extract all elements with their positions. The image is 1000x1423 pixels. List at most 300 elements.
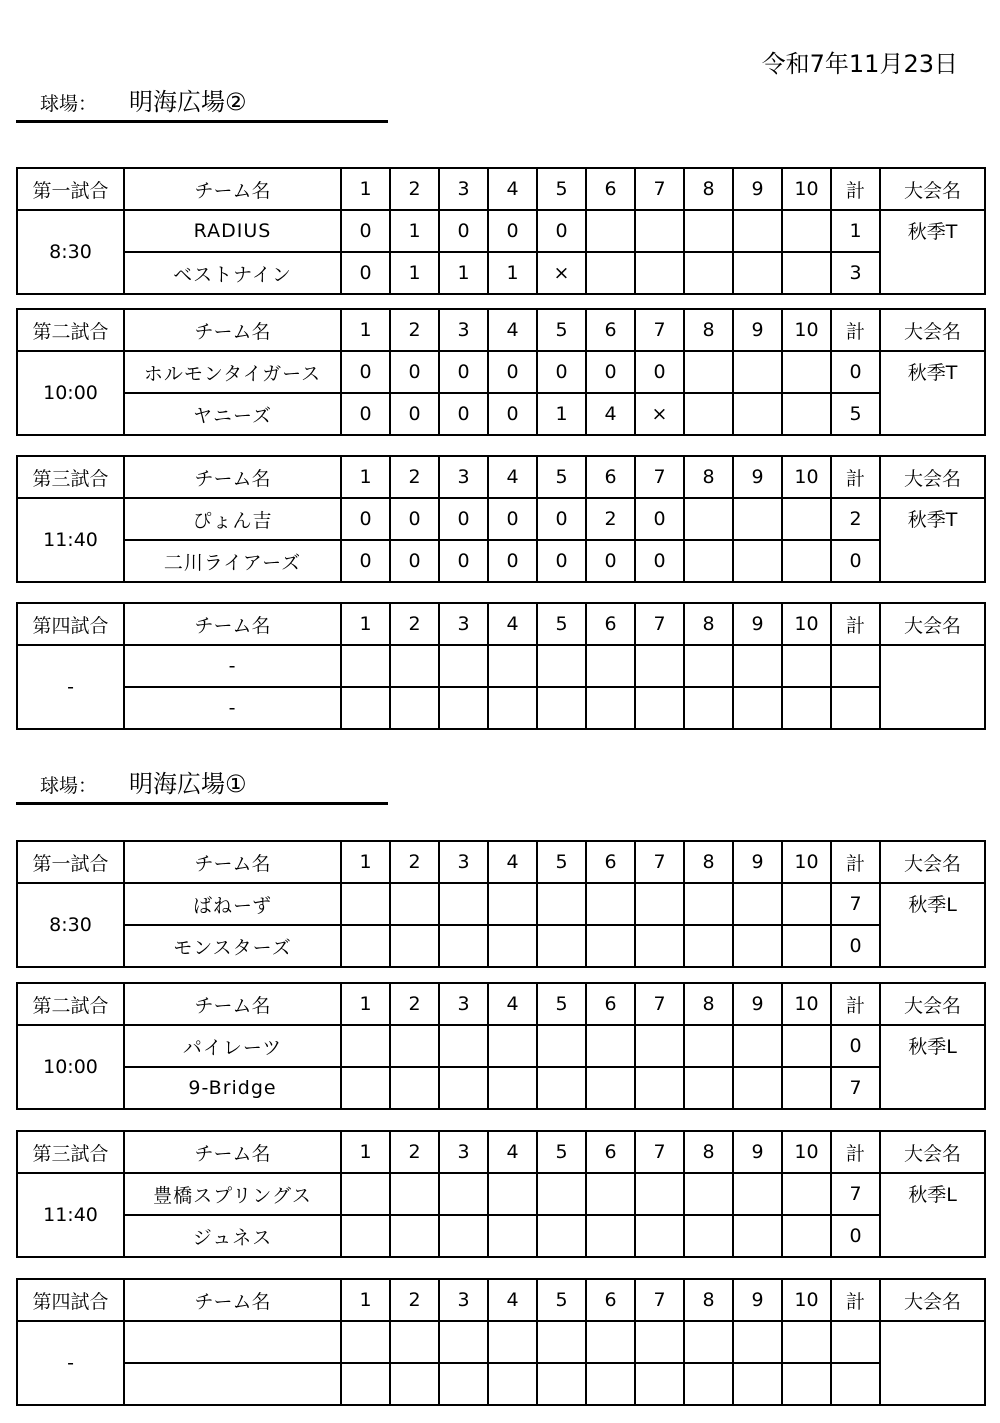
team-name-header: チーム名: [124, 841, 341, 883]
team-name: モンスターズ: [124, 925, 341, 967]
total-score: 7: [831, 1067, 880, 1109]
inning-score: [733, 252, 782, 294]
total-score: 7: [831, 883, 880, 925]
inning-score: [684, 1363, 733, 1405]
inning-score: 0: [439, 393, 488, 435]
inning-score: [439, 925, 488, 967]
inning-header: 4: [488, 983, 537, 1025]
team-row: [17, 645, 985, 687]
inning-score: [733, 540, 782, 582]
inning-header: 8: [684, 1131, 733, 1173]
total-score: 0: [831, 925, 880, 967]
total-header: 計: [831, 603, 880, 645]
inning-score: 0: [537, 351, 586, 393]
inning-score: [488, 687, 537, 729]
inning-header: 6: [586, 309, 635, 351]
game-table: [16, 167, 986, 295]
team-name-header: チーム名: [124, 1131, 341, 1173]
inning-score: [782, 925, 831, 967]
inning-score: [439, 1363, 488, 1405]
inning-score: 0: [635, 351, 684, 393]
inning-score: [684, 925, 733, 967]
inning-score: [537, 1173, 586, 1215]
inning-header: 5: [537, 309, 586, 351]
inning-score: [684, 883, 733, 925]
team-name: RADIUS: [124, 210, 341, 252]
inning-score: [537, 1363, 586, 1405]
inning-score: [782, 393, 831, 435]
inning-score: [782, 1215, 831, 1257]
game-table: [16, 1278, 986, 1406]
inning-header: 4: [488, 168, 537, 210]
team-row: [17, 210, 985, 252]
inning-score: [733, 925, 782, 967]
game-label: 第二試合: [17, 983, 124, 1025]
header-row: [17, 603, 985, 645]
tournament-header: 大会名: [880, 1131, 985, 1173]
inning-score: [341, 1025, 390, 1067]
inning-score: [341, 687, 390, 729]
inning-score: [341, 1067, 390, 1109]
inning-header: 2: [390, 1131, 439, 1173]
team-row: [17, 1321, 985, 1363]
inning-header: 7: [635, 1131, 684, 1173]
game-label: 第三試合: [17, 456, 124, 498]
team-row: [17, 498, 985, 540]
inning-score: [782, 252, 831, 294]
tournament-name: [880, 1321, 985, 1405]
inning-score: [635, 1363, 684, 1405]
game-label: 第一試合: [17, 168, 124, 210]
inning-score: [586, 1321, 635, 1363]
team-row: [17, 1363, 985, 1405]
inning-header: 7: [635, 168, 684, 210]
inning-score: 0: [439, 210, 488, 252]
team-row: [17, 1173, 985, 1215]
tournament-header: 大会名: [880, 309, 985, 351]
inning-score: [684, 1173, 733, 1215]
total-header: 計: [831, 309, 880, 351]
inning-score: [733, 351, 782, 393]
field-header: [16, 83, 388, 123]
inning-header: 5: [537, 983, 586, 1025]
inning-score: [635, 1215, 684, 1257]
total-score: 0: [831, 540, 880, 582]
field-label: 球場：: [40, 93, 98, 115]
inning-header: 5: [537, 456, 586, 498]
team-row: [17, 883, 985, 925]
inning-score: 0: [390, 351, 439, 393]
team-row: [17, 925, 985, 967]
inning-score: [439, 687, 488, 729]
inning-score: [782, 883, 831, 925]
inning-score: [733, 393, 782, 435]
inning-header: 3: [439, 603, 488, 645]
inning-score: [782, 210, 831, 252]
inning-score: [635, 883, 684, 925]
inning-score: 4: [586, 393, 635, 435]
inning-score: [635, 1067, 684, 1109]
inning-score: [684, 540, 733, 582]
tournament-name: 秋季T: [880, 351, 985, 435]
inning-score: [684, 351, 733, 393]
inning-score: [341, 1173, 390, 1215]
inning-score: [733, 210, 782, 252]
inning-score: [488, 1173, 537, 1215]
inning-score: [488, 1363, 537, 1405]
game-table: [16, 982, 986, 1110]
inning-score: [586, 1215, 635, 1257]
tournament-header: 大会名: [880, 456, 985, 498]
game-time: -: [17, 645, 124, 729]
inning-header: 5: [537, 1279, 586, 1321]
inning-score: [684, 1025, 733, 1067]
inning-header: 1: [341, 1279, 390, 1321]
total-header: 計: [831, 1279, 880, 1321]
inning-header: 8: [684, 603, 733, 645]
game-time: 10:00: [17, 351, 124, 435]
inning-score: [684, 1321, 733, 1363]
inning-score: [488, 1321, 537, 1363]
inning-score: [537, 687, 586, 729]
inning-score: 0: [341, 252, 390, 294]
inning-score: [635, 1321, 684, 1363]
field-name: 明海広場①: [129, 770, 247, 798]
inning-header: 3: [439, 1279, 488, 1321]
inning-score: [586, 883, 635, 925]
inning-score: 0: [537, 210, 586, 252]
inning-score: [782, 1363, 831, 1405]
inning-header: 1: [341, 168, 390, 210]
inning-score: 0: [341, 351, 390, 393]
inning-score: [439, 645, 488, 687]
inning-score: [684, 393, 733, 435]
inning-score: [341, 925, 390, 967]
inning-score: [684, 252, 733, 294]
tournament-name: 秋季L: [880, 1173, 985, 1257]
total-score: [831, 1321, 880, 1363]
inning-header: 8: [684, 983, 733, 1025]
inning-header: 6: [586, 456, 635, 498]
inning-header: 6: [586, 1131, 635, 1173]
inning-header: 7: [635, 1279, 684, 1321]
inning-header: 2: [390, 1279, 439, 1321]
inning-header: 5: [537, 603, 586, 645]
inning-score: [635, 925, 684, 967]
total-header: 計: [831, 983, 880, 1025]
inning-header: 6: [586, 983, 635, 1025]
inning-score: [586, 1363, 635, 1405]
total-score: [831, 687, 880, 729]
inning-score: [586, 687, 635, 729]
tournament-header: 大会名: [880, 603, 985, 645]
inning-score: [586, 1025, 635, 1067]
inning-score: [537, 1067, 586, 1109]
game-time: 10:00: [17, 1025, 124, 1109]
team-name: ホルモンタイガース: [124, 351, 341, 393]
inning-score: [390, 925, 439, 967]
inning-header: 9: [733, 309, 782, 351]
header-row: [17, 309, 985, 351]
inning-header: 3: [439, 456, 488, 498]
inning-header: 10: [782, 841, 831, 883]
header-row: [17, 168, 985, 210]
inning-score: 0: [341, 498, 390, 540]
inning-header: 3: [439, 983, 488, 1025]
inning-score: 0: [439, 540, 488, 582]
inning-score: [439, 1025, 488, 1067]
inning-score: [684, 645, 733, 687]
game-time: 11:40: [17, 498, 124, 582]
inning-score: 0: [635, 498, 684, 540]
inning-header: 10: [782, 603, 831, 645]
inning-score: 2: [586, 498, 635, 540]
game-label: 第三試合: [17, 1131, 124, 1173]
inning-score: [488, 645, 537, 687]
total-score: 2: [831, 498, 880, 540]
inning-score: [537, 1215, 586, 1257]
inning-header: 5: [537, 168, 586, 210]
inning-header: 10: [782, 983, 831, 1025]
team-row: [17, 351, 985, 393]
inning-header: 3: [439, 309, 488, 351]
inning-header: 5: [537, 841, 586, 883]
inning-score: 0: [390, 393, 439, 435]
inning-score: [439, 1321, 488, 1363]
inning-score: [537, 883, 586, 925]
inning-score: [635, 252, 684, 294]
inning-header: 8: [684, 1279, 733, 1321]
inning-score: 0: [488, 351, 537, 393]
game-table: [16, 308, 986, 436]
inning-score: [635, 645, 684, 687]
total-score: [831, 645, 880, 687]
team-name: パイレーツ: [124, 1025, 341, 1067]
team-name: ベストナイン: [124, 252, 341, 294]
field-name: 明海広場②: [129, 88, 247, 116]
inning-score: 1: [537, 393, 586, 435]
inning-header: 2: [390, 168, 439, 210]
game-table: [16, 602, 986, 730]
team-row: [17, 1067, 985, 1109]
inning-score: [782, 1067, 831, 1109]
inning-header: 4: [488, 1279, 537, 1321]
inning-score: [684, 1067, 733, 1109]
team-row: [17, 1215, 985, 1257]
game-label: 第二試合: [17, 309, 124, 351]
inning-score: [341, 1321, 390, 1363]
inning-score: [684, 1215, 733, 1257]
inning-score: 0: [586, 540, 635, 582]
inning-score: [586, 645, 635, 687]
total-header: 計: [831, 1131, 880, 1173]
inning-score: [733, 1363, 782, 1405]
inning-score: [782, 1025, 831, 1067]
team-name-header: チーム名: [124, 456, 341, 498]
inning-score: [390, 1067, 439, 1109]
total-score: 7: [831, 1173, 880, 1215]
inning-score: 0: [488, 210, 537, 252]
inning-header: 8: [684, 168, 733, 210]
inning-header: 9: [733, 1131, 782, 1173]
tournament-header: 大会名: [880, 168, 985, 210]
inning-score: [390, 645, 439, 687]
game-label: 第一試合: [17, 841, 124, 883]
inning-header: 1: [341, 841, 390, 883]
tournament-name: 秋季T: [880, 498, 985, 582]
inning-header: 3: [439, 1131, 488, 1173]
header-row: [17, 841, 985, 883]
inning-header: 2: [390, 309, 439, 351]
team-name: -: [124, 645, 341, 687]
total-header: 計: [831, 168, 880, 210]
inning-score: [341, 645, 390, 687]
header-row: [17, 1279, 985, 1321]
inning-score: [782, 540, 831, 582]
inning-header: 2: [390, 603, 439, 645]
team-row: [17, 687, 985, 729]
tournament-header: 大会名: [880, 983, 985, 1025]
inning-header: 9: [733, 1279, 782, 1321]
inning-header: 7: [635, 603, 684, 645]
inning-score: 0: [439, 351, 488, 393]
header-row: [17, 456, 985, 498]
inning-score: [586, 1067, 635, 1109]
inning-header: 3: [439, 841, 488, 883]
inning-header: 10: [782, 168, 831, 210]
inning-header: 3: [439, 168, 488, 210]
inning-score: [684, 687, 733, 729]
inning-header: 4: [488, 1131, 537, 1173]
total-score: 0: [831, 1025, 880, 1067]
team-name: ジュネス: [124, 1215, 341, 1257]
inning-header: 7: [635, 983, 684, 1025]
inning-header: 9: [733, 168, 782, 210]
tournament-name: 秋季L: [880, 1025, 985, 1109]
inning-score: 0: [488, 498, 537, 540]
inning-score: 0: [488, 393, 537, 435]
inning-header: 2: [390, 841, 439, 883]
inning-score: [390, 1363, 439, 1405]
inning-score: [782, 645, 831, 687]
inning-score: 0: [439, 498, 488, 540]
inning-header: 10: [782, 1279, 831, 1321]
inning-header: 2: [390, 983, 439, 1025]
total-score: 1: [831, 210, 880, 252]
inning-score: [733, 1173, 782, 1215]
team-row: [17, 1025, 985, 1067]
inning-score: [782, 687, 831, 729]
inning-header: 9: [733, 983, 782, 1025]
inning-score: [537, 645, 586, 687]
tournament-header: 大会名: [880, 841, 985, 883]
inning-header: 10: [782, 309, 831, 351]
game-time: 8:30: [17, 210, 124, 294]
total-header: 計: [831, 456, 880, 498]
inning-header: 9: [733, 456, 782, 498]
inning-score: [390, 1321, 439, 1363]
inning-score: [733, 687, 782, 729]
inning-header: 7: [635, 841, 684, 883]
game-time: 11:40: [17, 1173, 124, 1257]
team-name: 豊橋スプリングス: [124, 1173, 341, 1215]
inning-score: [537, 925, 586, 967]
inning-header: 4: [488, 603, 537, 645]
team-name: -: [124, 687, 341, 729]
inning-score: [733, 645, 782, 687]
team-name: ヤニーズ: [124, 393, 341, 435]
inning-score: [439, 1067, 488, 1109]
inning-score: [488, 1215, 537, 1257]
inning-score: [733, 1025, 782, 1067]
inning-header: 10: [782, 1131, 831, 1173]
inning-score: [733, 883, 782, 925]
inning-score: 0: [341, 210, 390, 252]
inning-header: 7: [635, 309, 684, 351]
inning-score: [488, 883, 537, 925]
team-name-header: チーム名: [124, 603, 341, 645]
inning-score: 0: [341, 540, 390, 582]
field-header: [16, 765, 388, 805]
tournament-name: 秋季L: [880, 883, 985, 967]
header-row: [17, 1131, 985, 1173]
team-row: [17, 393, 985, 435]
inning-score: [635, 210, 684, 252]
inning-score: [684, 498, 733, 540]
inning-score: [488, 925, 537, 967]
tournament-header: 大会名: [880, 1279, 985, 1321]
inning-score: 0: [537, 498, 586, 540]
inning-score: [586, 210, 635, 252]
field-label: 球場：: [40, 775, 98, 797]
inning-score: [635, 1173, 684, 1215]
inning-score: [782, 1173, 831, 1215]
team-name-header: チーム名: [124, 309, 341, 351]
inning-header: 10: [782, 456, 831, 498]
inning-score: 1: [439, 252, 488, 294]
inning-score: [439, 883, 488, 925]
inning-score: [586, 252, 635, 294]
game-time: 8:30: [17, 883, 124, 967]
team-name: 二川ライアーズ: [124, 540, 341, 582]
inning-header: 4: [488, 841, 537, 883]
total-score: 0: [831, 1215, 880, 1257]
team-name: ぴょん吉: [124, 498, 341, 540]
document-date: 令和7年11月23日: [761, 50, 958, 78]
team-name: 9-Bridge: [124, 1067, 341, 1109]
inning-header: 8: [684, 456, 733, 498]
team-name: [124, 1363, 341, 1405]
inning-header: 7: [635, 456, 684, 498]
tournament-name: [880, 645, 985, 729]
team-name: ばねーず: [124, 883, 341, 925]
inning-score: ×: [537, 252, 586, 294]
inning-header: 1: [341, 1131, 390, 1173]
tournament-name: 秋季T: [880, 210, 985, 294]
team-row: [17, 252, 985, 294]
inning-score: [390, 1025, 439, 1067]
game-label: 第四試合: [17, 603, 124, 645]
team-name: [124, 1321, 341, 1363]
inning-score: 1: [390, 252, 439, 294]
team-name-header: チーム名: [124, 168, 341, 210]
inning-score: [537, 1025, 586, 1067]
inning-score: [537, 1321, 586, 1363]
inning-score: [733, 1067, 782, 1109]
inning-score: 0: [390, 498, 439, 540]
inning-header: 6: [586, 841, 635, 883]
game-label: 第四試合: [17, 1279, 124, 1321]
